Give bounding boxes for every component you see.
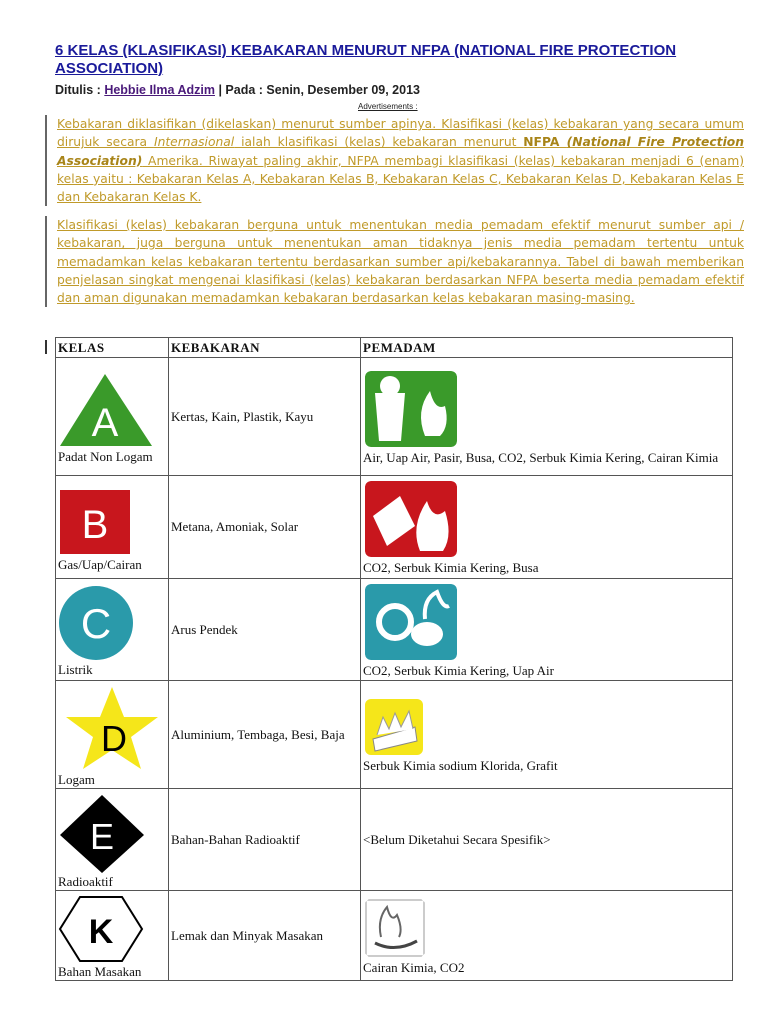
kebakaran-cell: Kertas, Kain, Plastik, Kayu: [169, 358, 361, 476]
cooking-oil-fire-icon: [365, 899, 425, 957]
author-link[interactable]: Hebbie Ilma Adzim: [104, 83, 215, 97]
header-pemadam: PEMADAM: [361, 338, 733, 358]
post-date: | Pada : Senin, Desember 09, 2013: [214, 83, 420, 97]
pemadam-label: CO2, Serbuk Kimia Kering, Uap Air: [363, 662, 555, 678]
text: Amerika. Riwayat paling akhir, NFPA membagi klasifikasi (kelas) kebakaran menjadi 6 (enam) kelas yaitu : Kebakaran Kelas A, Kebakaran Kelas B, Kebakaran Kelas C, Kebakaran Kelas D, Kebakaran Kelas E dan Kebakaran Kelas K.: [57, 153, 744, 205]
kelas-label: Bahan Masakan: [58, 964, 142, 979]
pemadam-label: Cairan Kimia, CO2: [363, 959, 465, 975]
class-k-hexagon-icon: [58, 895, 156, 963]
liquid-can-fire-icon: [365, 481, 457, 557]
svg-text:A: A: [91, 401, 119, 445]
table-header: [56, 338, 733, 358]
kelas-cell: [56, 579, 169, 681]
text-bold-italic: (National Fire Protection Association): [57, 135, 744, 168]
table-row: [56, 476, 733, 579]
kebakaran-cell: Arus Pendek: [169, 579, 361, 681]
class-e-diamond-icon: [58, 793, 156, 873]
svg-text:D: D: [101, 718, 127, 759]
text: Kebakaran diklasifikan (dikelaskan) menurut sumber apinya. Klasifikasi (kelas) kebakaran yang secara umum dirujuk secara: [57, 117, 744, 150]
kebakaran-cell: Metana, Amoniak, Solar: [169, 476, 361, 579]
kelas-label: Gas/Uap/Cairan: [58, 556, 142, 572]
table-row: [56, 358, 733, 476]
pemadam-cell: [361, 476, 733, 579]
fire-class-table: [55, 337, 733, 981]
class-d-star-icon: [58, 685, 166, 771]
text-cursor: [45, 340, 47, 354]
kelas-label: Radioaktif: [58, 874, 113, 889]
water-bucket-extinguish-icon: [365, 371, 457, 447]
pemadam-cell: [361, 681, 733, 789]
kelas-cell: [56, 476, 169, 579]
svg-text:B: B: [81, 502, 109, 547]
page-title[interactable]: 6 KELAS (KLASIFIKASI) KEBAKARAN MENURUT NFPA (NATIONAL FIRE PROTECTION ASSOCIATION): [55, 42, 677, 77]
svg-text:C: C: [80, 600, 112, 647]
table-row: [56, 579, 733, 681]
header-kebakaran: KEBAKARAN: [169, 338, 361, 358]
kelas-label: Logam: [58, 772, 95, 787]
advertisements-label: Advertisements :: [358, 102, 418, 111]
table-row: [56, 891, 733, 981]
text: ialah klasifikasi (kelas) kebakaran menurut: [234, 135, 524, 150]
kebakaran-cell: Bahan-Bahan Radioaktif: [169, 789, 361, 891]
text-bold: NFPA: [523, 135, 567, 150]
pemadam-label: Air, Uap Air, Pasir, Busa, CO2, Serbuk Kimia Kering, Cairan Kimia: [363, 449, 719, 465]
kelas-cell: [56, 891, 169, 981]
electric-plug-fire-icon: [365, 584, 457, 660]
kelas-cell: [56, 789, 169, 891]
explanation-paragraph[interactable]: Klasifikasi (kelas) kebakaran berguna untuk menentukan media pemadam efektif menurut sumber api / kebakaran, juga berguna untuk menentukan aman tidaknya jenis media pemadam tertentu untuk memadamkan kelas kebakaran tertentu berdasarkan sumber api/kebakarannya. Tabel di bawah memberikan penjelasan singkat mengenai klasifikasi (kelas) kebakaran berdasarkan NFPA beserta media pemadam efektif dan aman digunakan memadamkan kebakaran berdasarkan kelas kebakaran masing-masing.: [45, 216, 744, 307]
pemadam-label: Serbuk Kimia sodium Klorida, Grafit: [363, 757, 558, 773]
intro-paragraph[interactable]: [45, 115, 744, 206]
kelas-cell: [56, 358, 169, 476]
table-row: [56, 789, 733, 891]
text-italic: Internasional: [153, 135, 235, 150]
pemadam-cell: <Belum Diketahui Secara Spesifik>: [361, 789, 733, 891]
class-c-circle-icon: [58, 585, 156, 661]
pemadam-cell: [361, 891, 733, 981]
svg-text:K: K: [88, 913, 114, 951]
header-kelas: KELAS: [56, 338, 169, 358]
kebakaran-cell: Aluminium, Tembaga, Besi, Baja: [169, 681, 361, 789]
byline-prefix: Ditulis :: [55, 83, 105, 97]
kelas-cell: [56, 681, 169, 789]
pemadam-label: CO2, Serbuk Kimia Kering, Busa: [363, 560, 539, 575]
pemadam-cell: [361, 579, 733, 681]
metal-fire-icon: [365, 699, 423, 755]
kebakaran-cell: Lemak dan Minyak Masakan: [169, 891, 361, 981]
pemadam-cell: [361, 358, 733, 476]
class-b-square-icon: [58, 486, 156, 556]
byline: [55, 83, 420, 97]
class-a-triangle-icon: [58, 372, 156, 448]
table-row: [56, 681, 733, 789]
kelas-label: Padat Non Logam: [58, 449, 153, 464]
kelas-label: Listrik: [58, 662, 93, 677]
svg-text:E: E: [89, 816, 115, 857]
